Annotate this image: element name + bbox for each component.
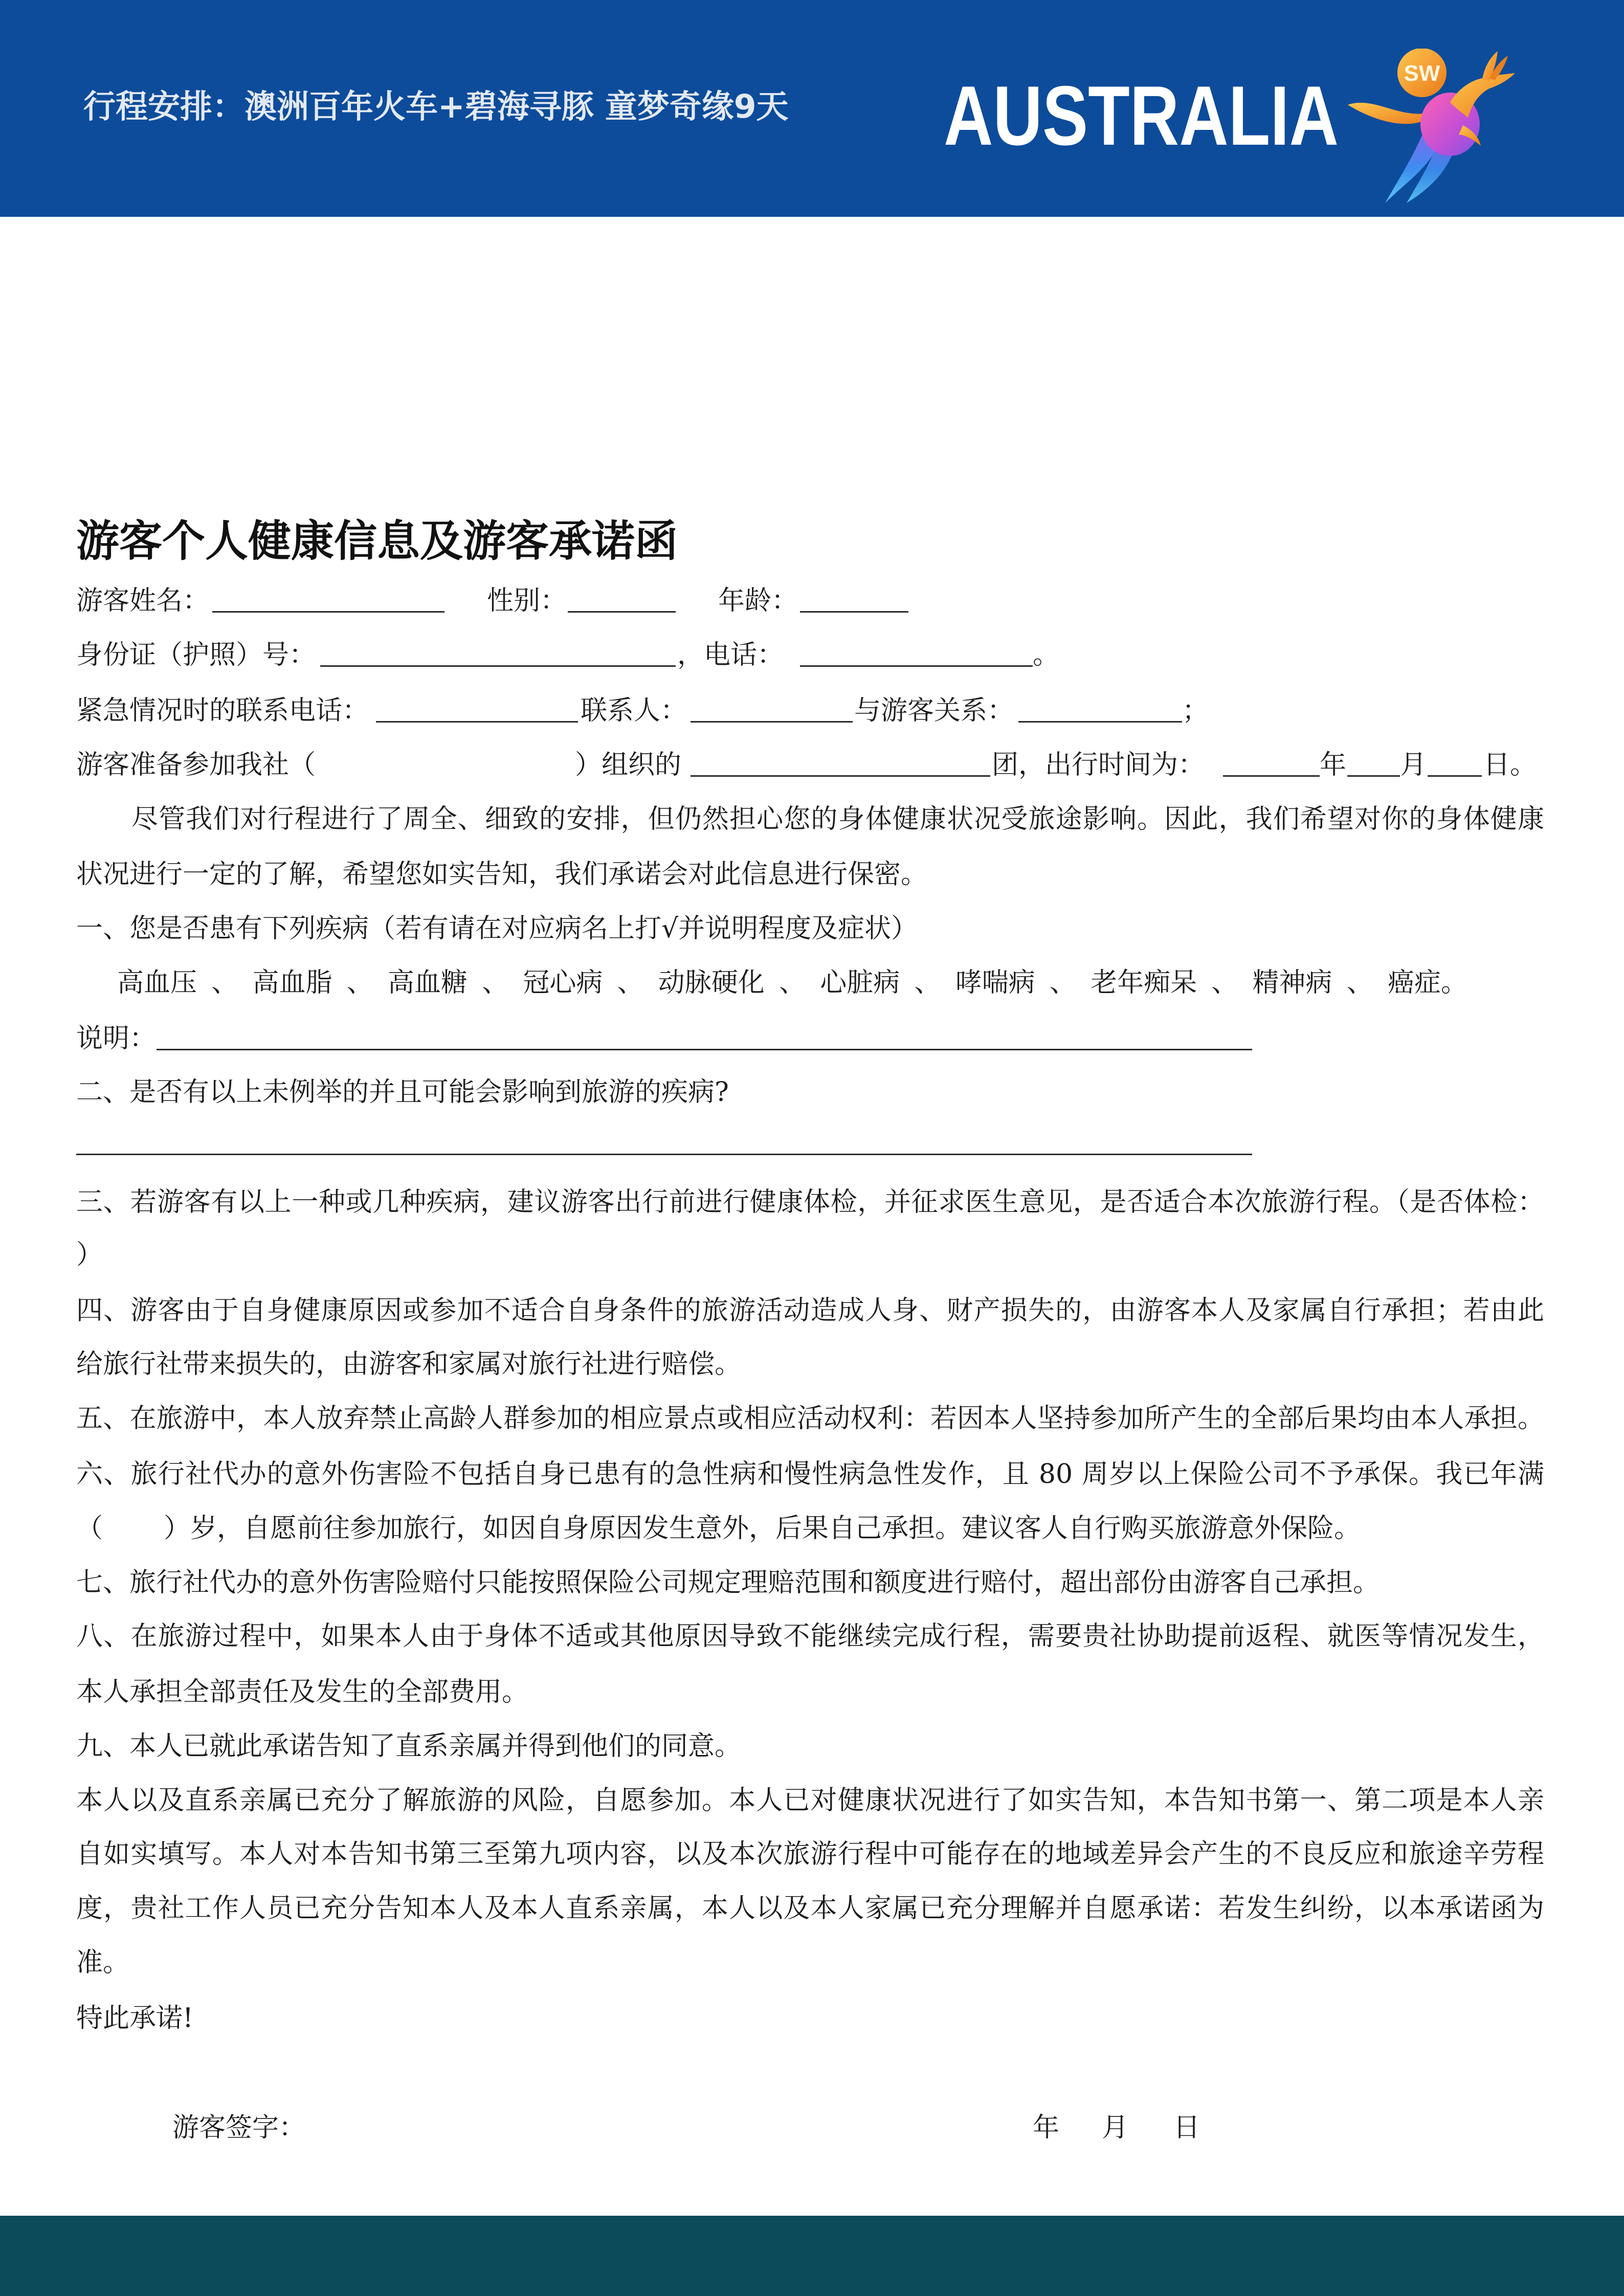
name-label: 游客姓名： <box>76 586 210 616</box>
clause-6-line-1: 六、旅行社代办的意外伤害险不包括自身已患有的急性病和慢性病急性发作，且 80 周岁以上保险公司不予承保。我已年满 <box>76 1459 1544 1490</box>
gender-blank <box>568 586 676 613</box>
disease-label: 癌症 <box>1387 967 1441 998</box>
question-3-line-2: ） <box>76 1240 103 1270</box>
disease-separator: 、 <box>1211 967 1238 998</box>
disease-item: 动脉硬化 <box>658 967 765 998</box>
declaration-line-4: 准。 <box>76 1947 130 1978</box>
intro-line-1: 尽管我们对行程进行了周全、细致的安排，但仍然担心您的身体健康状况受旅途影响。因此，我们希望对你的身体健康 <box>131 804 1544 835</box>
disease-separator: 、 <box>1346 967 1373 998</box>
clause-4-line-2: 给旅行社带来损失的，由游客和家属对旅行社进行赔偿。 <box>76 1349 742 1380</box>
disease-separator: 、 <box>211 967 238 998</box>
month-blank <box>1347 750 1400 777</box>
disease-item <box>1388 967 1467 998</box>
disease-item: 心脏病 <box>820 967 900 998</box>
row-note <box>0 1023 1624 1054</box>
age-open-paren: （ <box>76 1513 103 1544</box>
declaration-line-2: 自如实填写。本人对本告知书第三至第九项内容，以及本次旅游行程中可能存在的地域差异会产生的不良反应和旅途辛劳程 <box>76 1839 1544 1870</box>
row-emergency-contact <box>0 695 1624 726</box>
disease-item: 老年痴呆 <box>1091 967 1197 998</box>
question-1: 一、您是否患有下列疾病（若有请在对应病名上打√并说明程度及症状） <box>76 913 918 944</box>
month-label: 月 <box>1400 750 1427 780</box>
disease-separator: 、 <box>482 967 509 998</box>
disease-item: 冠心病 <box>523 967 603 998</box>
signature-row <box>0 2112 1624 2143</box>
year-blank <box>1223 750 1320 777</box>
departure-label: 团，出行时间为： <box>992 750 1205 780</box>
header-banner <box>0 0 1624 217</box>
closing-statement: 特此承诺! <box>76 2003 193 2034</box>
clause-7: 七、旅行社代办的意外伤害险赔付只能按照保险公司规定理赔范围和额度进行赔付，超出部份由游客自己承担。 <box>76 1567 1380 1598</box>
itinerary-title: 行程安排：澳洲百年火车+碧海寻豚 童梦奇缘9天 <box>83 88 789 125</box>
signature-label: 游客签字： <box>172 2112 306 2143</box>
signature-month: 月 <box>1102 2112 1129 2143</box>
signature-day: 日 <box>1173 2112 1200 2143</box>
disease-item: 高血脂 <box>252 967 332 998</box>
tour-name-blank <box>691 750 990 777</box>
relation-blank <box>1018 695 1182 723</box>
disease-list-terminator: 。 <box>1440 967 1467 998</box>
question-3-line-1: 三、若游客有以上一种或几种疾病，建议游客出行前进行健康体检，并征求医生意见，是否适合本次旅游行程。（是否体检： <box>76 1187 1544 1218</box>
disease-separator: 、 <box>914 967 941 998</box>
row-tour-info <box>0 750 1624 780</box>
clause-5: 五、在旅游中，本人放弃禁止高龄人群参加的相应景点或相应活动权利：若因本人坚持参加所产生的全部后果均由本人承担。 <box>76 1403 1544 1434</box>
clause-9: 九、本人已就此承诺告知了直系亲属并得到他们的同意。 <box>76 1731 742 1762</box>
emergency-phone-blank <box>376 695 578 723</box>
id-label: 身份证（护照）号： <box>76 640 316 670</box>
note-blank <box>157 1023 1252 1050</box>
kangaroo-logo <box>1345 49 1519 205</box>
contact-blank <box>691 695 853 723</box>
agency-close: ）组织的 <box>575 750 682 780</box>
disease-separator: 、 <box>1049 967 1076 998</box>
disease-item: 精神病 <box>1252 967 1332 998</box>
row2-end: 。 <box>1033 640 1060 670</box>
age-blank <box>800 586 908 613</box>
disease-separator: 、 <box>778 967 806 998</box>
declaration-line-3: 度，贵社工作人员已充分告知本人及本人直系亲属，本人以及本人家属已充分理解并自愿承诺：若发生纠纷，以本承诺函为 <box>76 1893 1544 1924</box>
disease-separator: 、 <box>346 967 373 998</box>
australia-wordmark <box>941 77 1345 153</box>
disease-separator: 、 <box>617 967 644 998</box>
logo-coin-text: SW <box>1404 61 1440 86</box>
declaration-line-1: 本人以及直系亲属已充分了解旅游的风险，自愿参加。本人已对健康状况进行了如实告知，本告知书第一、第二项是本人亲 <box>76 1785 1544 1816</box>
disease-item: 高血压 <box>117 967 197 998</box>
logo-head <box>1450 73 1515 118</box>
intro-line-2: 状况进行一定的了解，希望您如实告知，我们承诺会对此信息进行保密。 <box>76 859 928 890</box>
clause-6-line-2 <box>0 1513 1624 1544</box>
name-blank <box>212 586 444 613</box>
age-label: 年龄： <box>718 586 798 616</box>
id-blank <box>320 640 676 667</box>
note-label: 说明： <box>76 1023 157 1054</box>
day-blank <box>1428 750 1482 777</box>
row-id-phone <box>0 640 1624 670</box>
emergency-phone-label: 紧急情况时的联系电话： <box>76 695 369 726</box>
phone-blank <box>800 640 1033 667</box>
clause-8-line-1: 八、在旅游过程中，如果本人由于身体不适或其他原因导致不能继续完成行程，需要贵社协助提前返程、就医等情况发生， <box>76 1621 1544 1652</box>
signature-year: 年 <box>1033 2112 1060 2143</box>
brand-text: AUSTRALIA <box>944 77 1339 153</box>
row-basic-info <box>0 586 1624 616</box>
clause-4-line-1: 四、游客由于自身健康原因或参加不适合自身条件的旅游活动造成人身、财产损失的，由游客本人及家属自行承担；若由此 <box>76 1295 1544 1326</box>
gender-label: 性别： <box>487 586 567 616</box>
contact-label: 联系人： <box>581 695 687 726</box>
question-2-answer-line <box>76 1154 1252 1155</box>
clause-6-rest: ）岁，自愿前往参加旅行，如因自身原因发生意外，后果自己承担。建议客人自行购买旅游意外保险。 <box>164 1513 1361 1544</box>
year-label: 年 <box>1320 750 1347 780</box>
day-label: 日。 <box>1483 750 1537 780</box>
relation-label: 与游客关系： <box>854 695 1014 726</box>
disease-list <box>117 967 1467 998</box>
disease-item: 高血糖 <box>387 967 468 998</box>
agency-open: 游客准备参加我社（ <box>76 750 316 780</box>
disease-item: 哮喘病 <box>955 967 1035 998</box>
form-title: 游客个人健康信息及游客承诺函 <box>76 515 678 566</box>
phone-label: ，电话： <box>677 640 784 670</box>
question-2: 二、是否有以上未例举的并且可能会影响到旅游的疾病? <box>76 1077 729 1108</box>
row3-end: ； <box>1182 695 1209 726</box>
footer-band <box>0 2216 1624 2296</box>
clause-8-line-2: 本人承担全部责任及发生的全部费用。 <box>76 1677 529 1707</box>
